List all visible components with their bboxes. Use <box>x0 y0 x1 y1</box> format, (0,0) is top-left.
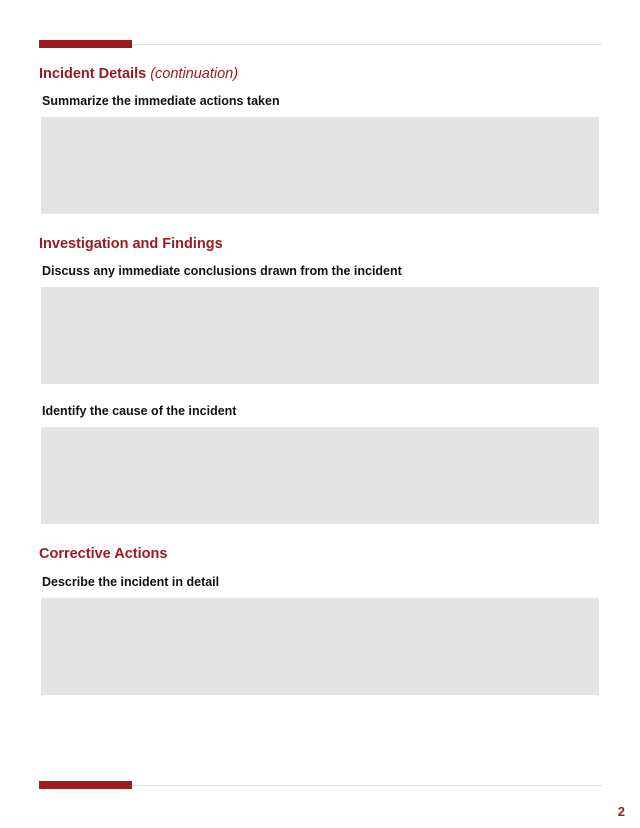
question-immediate-conclusions: Discuss any immediate conclusions drawn from the incident <box>42 264 402 278</box>
section-title-note: (continuation) <box>150 66 239 82</box>
section-title-corrective-actions: Corrective Actions <box>39 546 168 562</box>
section-title-text: Incident Details <box>39 66 147 82</box>
question-immediate-actions: Summarize the immediate actions taken <box>42 94 280 108</box>
section-title-investigation: Investigation and Findings <box>39 236 223 252</box>
header-rule-accent <box>39 40 132 48</box>
question-cause: Identify the cause of the incident <box>42 404 237 418</box>
footer-rule-line <box>132 785 602 786</box>
answer-cause[interactable] <box>41 427 599 524</box>
footer-rule-accent <box>39 781 132 789</box>
answer-describe-incident[interactable] <box>41 598 599 695</box>
header-rule-line <box>132 44 602 45</box>
footer-rule <box>39 781 602 789</box>
question-describe-incident: Describe the incident in detail <box>42 575 220 589</box>
page-number: 2 <box>617 804 625 819</box>
answer-immediate-conclusions[interactable] <box>41 287 599 384</box>
answer-immediate-actions[interactable] <box>41 117 599 214</box>
header-rule <box>39 40 602 48</box>
section-title-incident-details <box>39 66 238 82</box>
